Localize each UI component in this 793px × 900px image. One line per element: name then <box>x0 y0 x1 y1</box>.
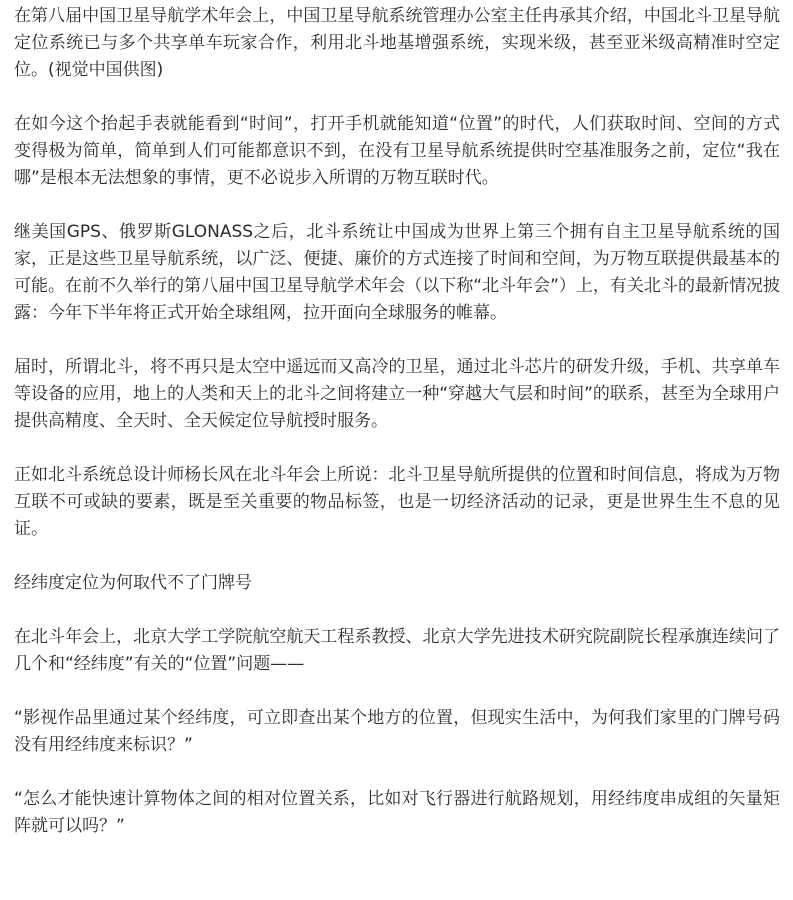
article-paragraph-4: 届时，所谓北斗，将不再只是太空中遥远而又高冷的卫星，通过北斗芯片的研发升级，手机、共享单车等设备的应用，地上的人类和天上的北斗之间将建立一种“穿越大气层和时间”的联系，甚至为全球用户提供高精度、全天时、全天候定位导航授时服务。 <box>14 357 780 431</box>
article-paragraph-6: 在北斗年会上，北京大学工学院航空航天工程系教授、北京大学先进技术研究院副院长程承旗连续问了几个和“经纬度”有关的“位置”问题—— <box>14 627 780 674</box>
section-subheading: 经纬度定位为何取代不了门牌号 <box>14 573 252 593</box>
article-body <box>14 3 780 867</box>
article-quote-1: “影视作品里通过某个经纬度，可立即查出某个地方的位置，但现实生活中，为何我们家里的门牌号码没有用经纬度来标识？” <box>14 708 780 755</box>
article-paragraph-5: 正如北斗系统总设计师杨长风在北斗年会上所说：北斗卫星导航所提供的位置和时间信息，将成为万物互联不可或缺的要素，既是至关重要的物品标签，也是一切经济活动的记录，更是世界生生不息的见证。 <box>14 465 780 539</box>
article-quote-2: “怎么才能快速计算物体之间的相对位置关系，比如对飞行器进行航路规划，用经纬度串成组的矢量矩阵就可以吗？” <box>14 789 780 836</box>
article-paragraph-3: 继美国GPS、俄罗斯GLONASS之后，北斗系统让中国成为世界上第三个拥有自主卫星导航系统的国家，正是这些卫星导航系统，以广泛、便捷、廉价的方式连接了时间和空间，为万物互联提供最基本的可能。在前不久举行的第八届中国卫星导航学术年会（以下称“北斗年会”）上，有关北斗的最新情况披露：今年下半年将正式开始全球组网，拉开面向全球服务的帷幕。 <box>14 222 780 323</box>
article-paragraph-2: 在如今这个抬起手表就能看到“时间”，打开手机就能知道“位置”的时代，人们获取时间、空间的方式变得极为简单，简单到人们可能都意识不到，在没有卫星导航系统提供时空基准服务之前，定位“我在哪”是根本无法想象的事情，更不必说步入所谓的万物互联时代。 <box>14 114 780 188</box>
article-paragraph-1: 在第八届中国卫星导航学术年会上，中国卫星导航系统管理办公室主任冉承其介绍，中国北斗卫星导航定位系统已与多个共享单车玩家合作，利用北斗地基增强系统，实现米级，甚至亚米级高精准时空定位。(视觉中国供图) <box>14 6 780 80</box>
